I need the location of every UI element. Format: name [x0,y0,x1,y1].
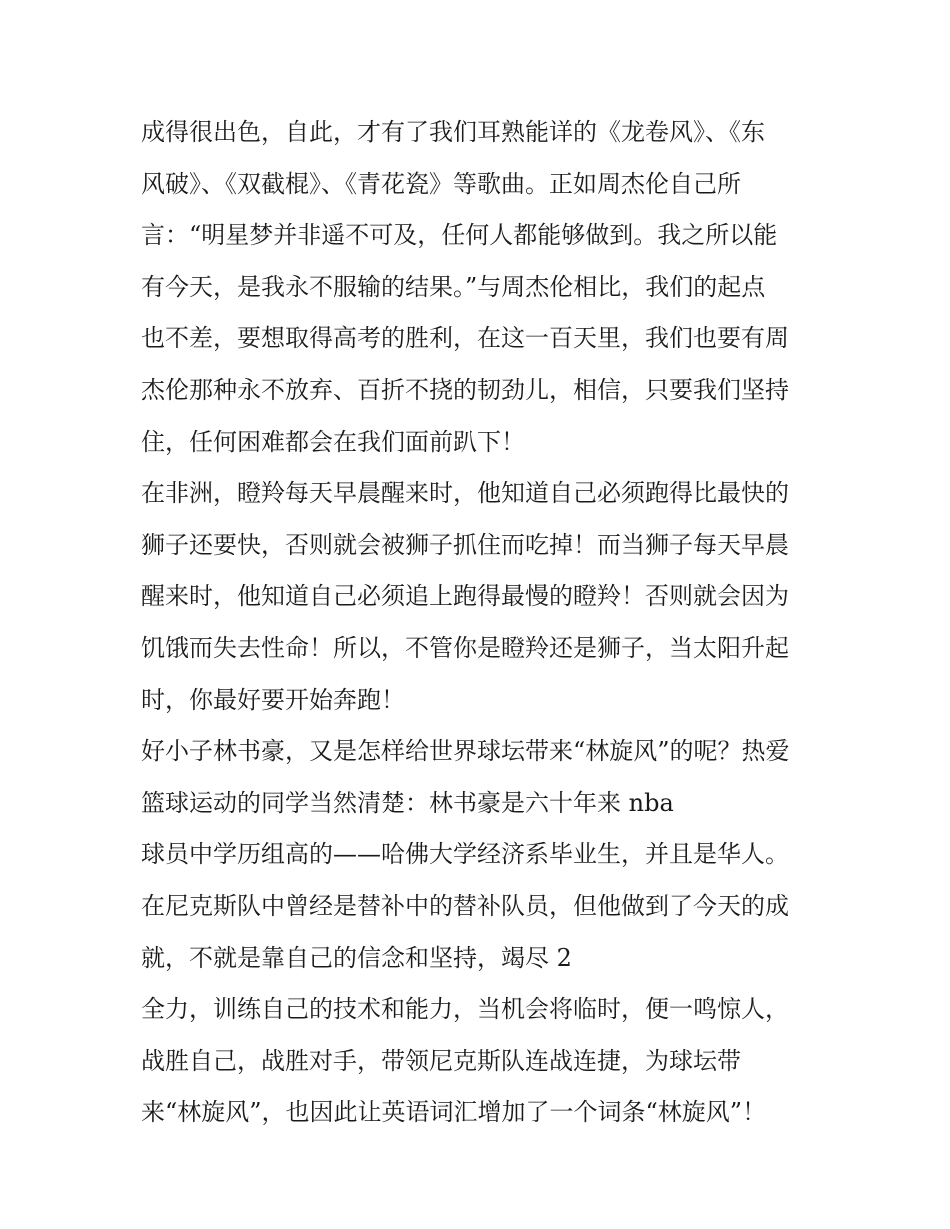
text-line: 时，你最好要开始奔跑！ [141,685,405,714]
text-line: 在非洲，瞪羚每天早晨醒来时，他知道自己必须跑得比最快的 [141,479,789,508]
text-line: 在尼克斯队中曾经是替补中的替补队员，但他做到了今天的成 [141,891,789,920]
text-line: 风破》、《双截棍》、《青花瓷》等歌曲。正如周杰伦自己所 [141,169,741,198]
text-line: 住，任何困难都会在我们面前趴下！ [141,427,525,456]
text-line: 战胜自己，战胜对手，带领尼克斯队连战连捷，为球坛带 [141,1046,741,1075]
text-line: 好小子林书豪，又是怎样给世界球坛带来“林旋风”的呢？热爱 [141,737,790,766]
text-line: 杰伦那种永不放弃、百折不挠的韧劲儿，相信，只要我们坚持 [141,375,789,404]
text-line: 也不差，要想取得高考的胜利，在这一百天里，我们也要有周 [141,324,789,353]
text-line: 球员中学历组高的——哈佛大学经济系毕业生，并且是华人。 [141,840,789,869]
text-line: 来“林旋风”，也因此让英语词汇增加了一个词条“林旋风”！ [141,1098,767,1127]
body-text [141,107,821,1139]
text-line: 言：“明星梦并非遥不可及，任何人都能够做到。我之所以能 [141,221,778,250]
text-line: 成得很出色，自此，才有了我们耳熟能详的《龙卷风》、《东 [141,118,765,146]
text-line: 饥饿而失去性命！所以，不管你是瞪羚还是狮子，当太阳升起 [141,633,789,662]
text-line: 有今天，是我永不服输的结果。”与周杰伦相比，我们的起点 [141,272,766,301]
text-line: 狮子还要快，否则就会被狮子抓住而吃掉！而当狮子每天早晨 [141,530,789,559]
text-line: 醒来时，他知道自己必须追上跑得最慢的瞪羚！否则就会因为 [141,582,789,611]
text-line: 全力，训练自己的技术和能力，当机会将临时，便一鸣惊人， [141,995,789,1024]
text-line: 篮球运动的同学当然清楚：林书豪是六十年来 nba [141,788,674,817]
text-line: 就，不就是靠自己的信念和坚持，竭尽 2 [141,943,572,972]
